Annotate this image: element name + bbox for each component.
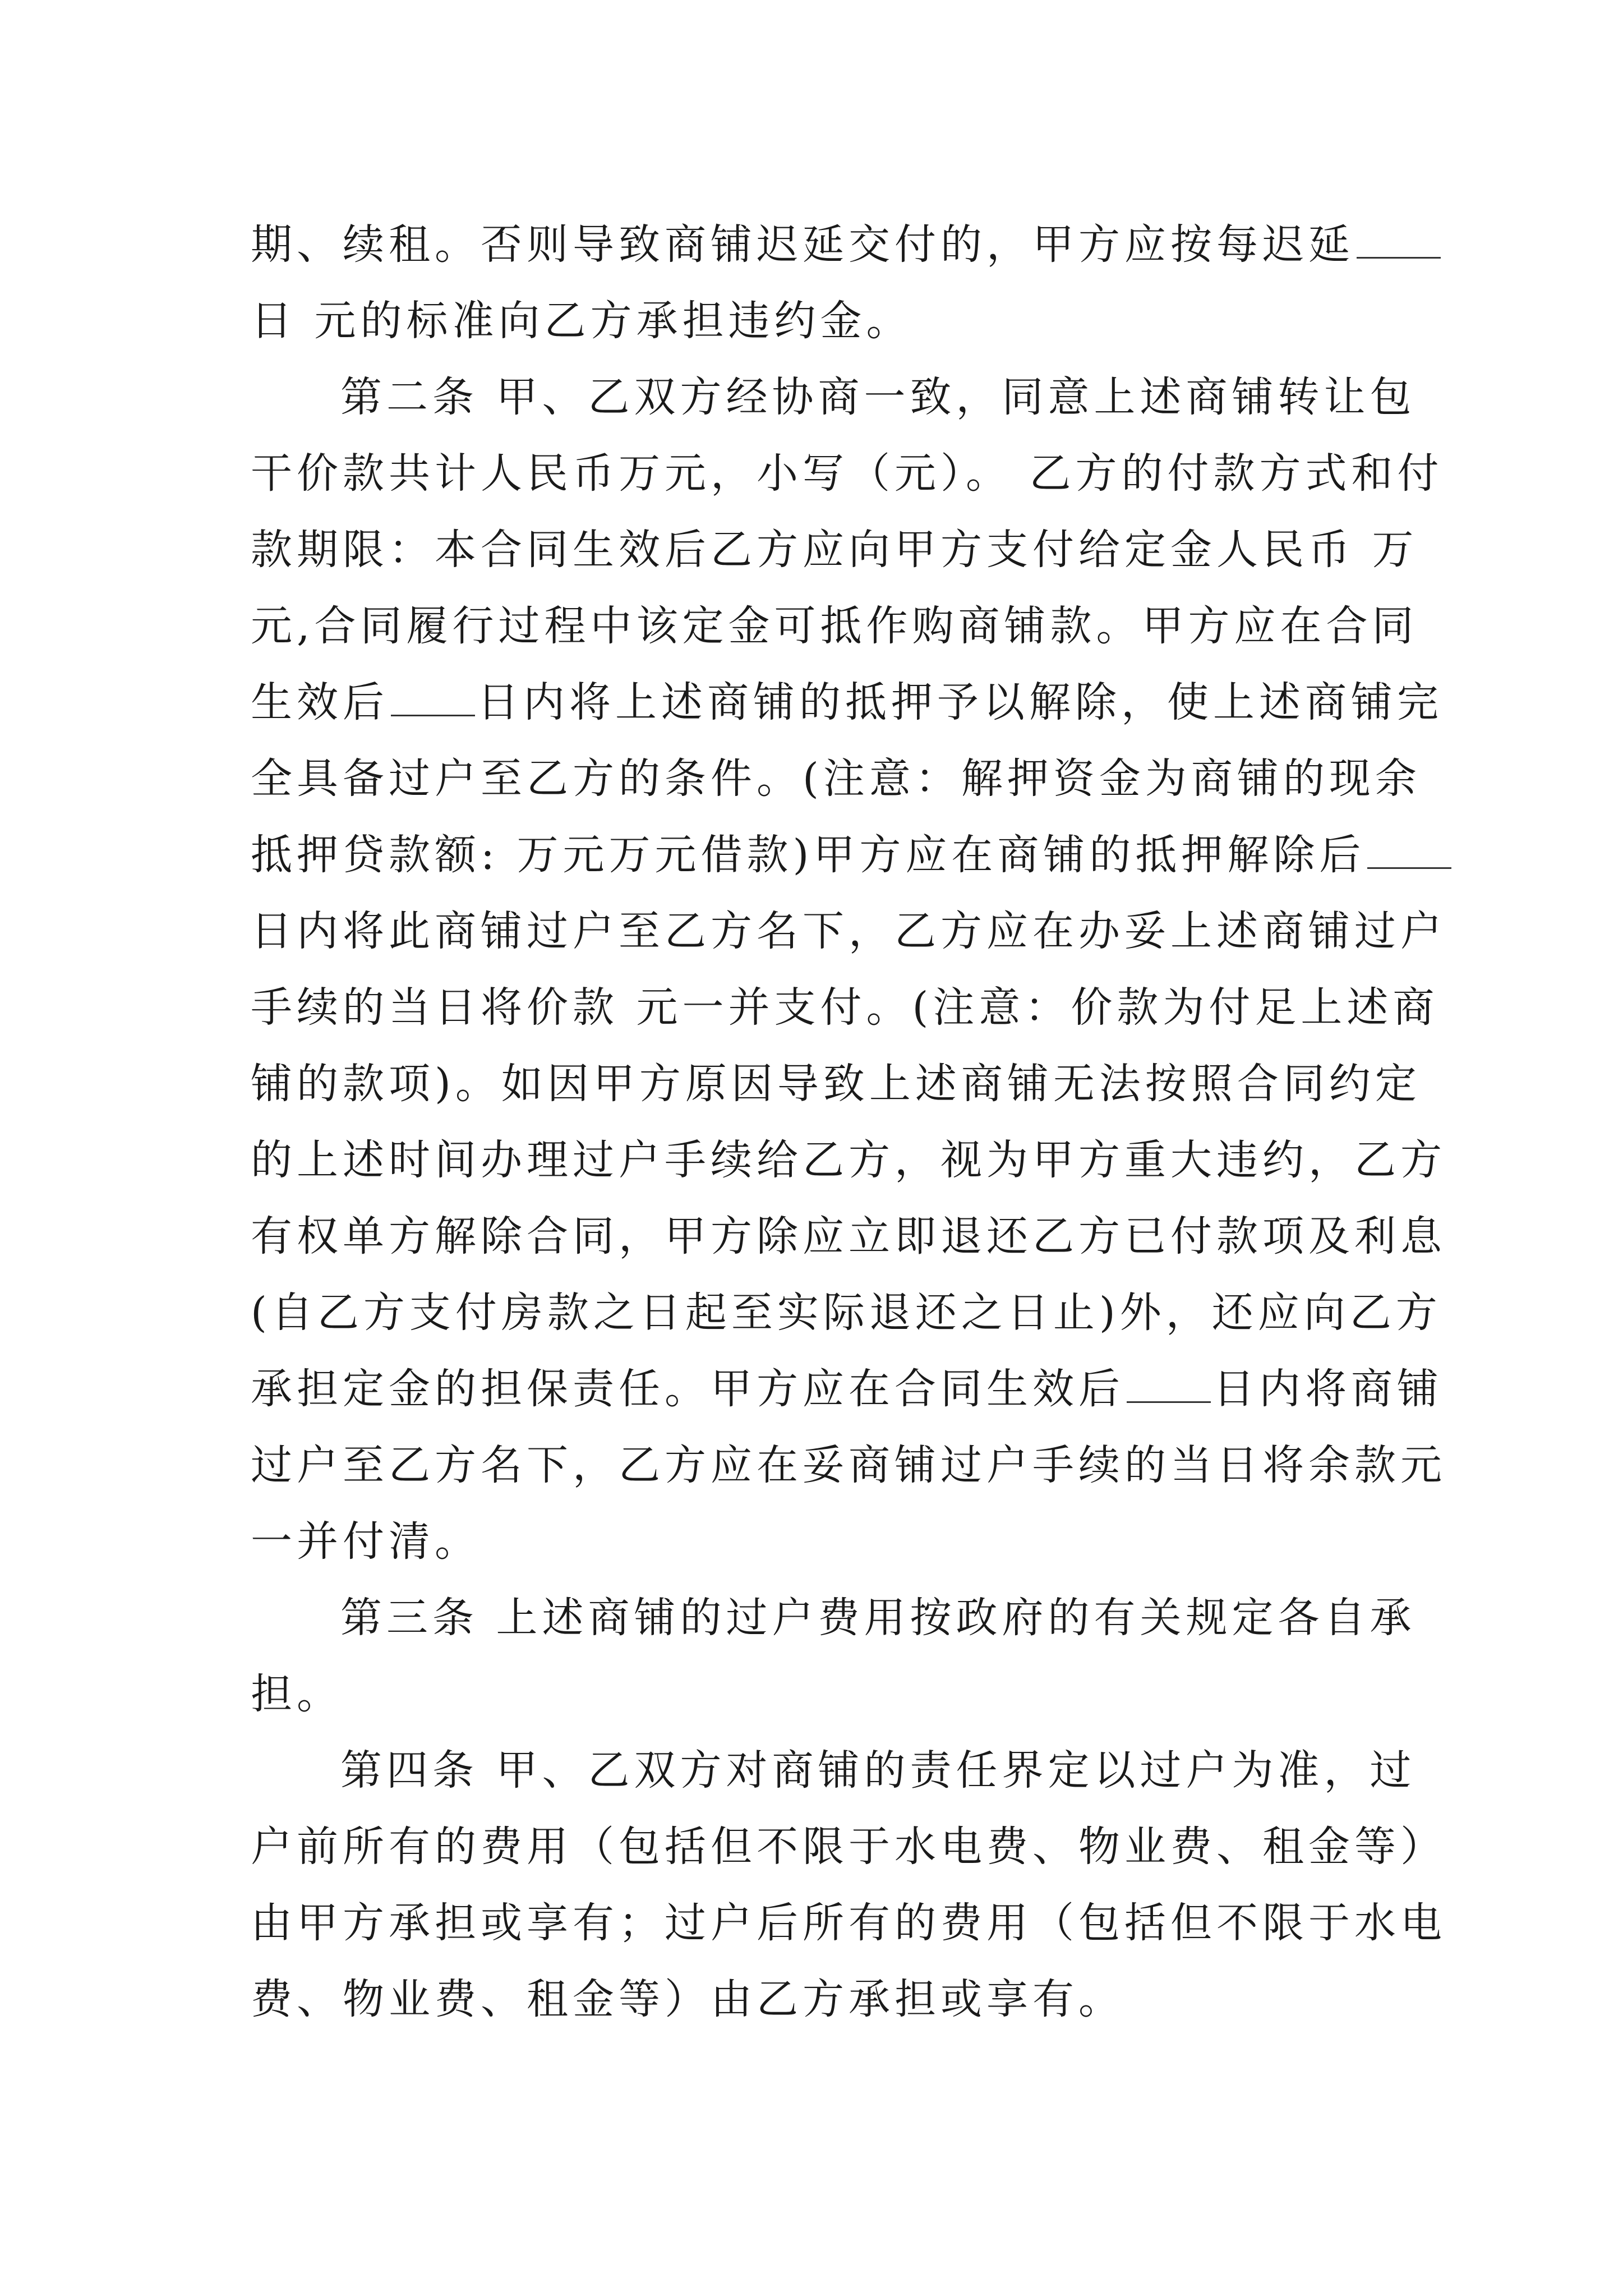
text-run: 费、物业费、租金等）由乙方承担或享有。 — [251, 1975, 1124, 2023]
text-line — [251, 1732, 1416, 1809]
text-run: 日 元的标准向乙方承担违约金。 — [251, 297, 912, 345]
text-line — [251, 740, 1421, 817]
text-line — [251, 1961, 1378, 2037]
text-run: 过户至乙方名下，乙方应在妥商铺过户手续的当日将余款元 — [251, 1441, 1446, 1489]
fill-in-blank — [1357, 256, 1441, 259]
text-run: 日内将此商铺过户至乙方名下，乙方应在办妥上述商铺过户 — [251, 907, 1446, 955]
text-run: 日内将商铺 — [1213, 1365, 1443, 1413]
text-run: 日内将上述商铺的抵押予以解除，使上述商铺完 — [477, 678, 1443, 726]
fill-in-blank — [1367, 867, 1451, 869]
text-line — [251, 969, 1439, 1046]
text-run: 承担定金的担保责任。甲方应在合同生效后 — [251, 1365, 1124, 1413]
text-run: 的上述时间办理过户手续给乙方，视为甲方重大违约，乙方 — [251, 1136, 1446, 1184]
text-line — [251, 893, 1446, 969]
text-run: 元,合同履行过程中该定金可抵作购商铺款。甲方应在合同 — [251, 602, 1418, 650]
text-run: 手续的当日将价款 元一并支付。(注意：价款为付足上述商 — [251, 983, 1439, 1032]
text-run: 一并付清。 — [251, 1517, 481, 1566]
fill-in-blank — [1127, 1401, 1211, 1403]
text-line — [251, 1427, 1446, 1503]
text-line — [251, 817, 1378, 893]
text-run: 款期限：本合同生效后乙方应向甲方支付给定金人民币 万 — [251, 526, 1418, 574]
text-run: 担。 — [251, 1670, 343, 1718]
text-line — [251, 664, 1443, 740]
text-run: 期、续租。否则导致商铺迟延交付的，甲方应按每迟延 — [251, 220, 1354, 269]
text-line — [251, 283, 1378, 359]
text-line — [251, 1198, 1446, 1274]
text-line — [251, 1656, 1378, 1732]
text-run: 第三条 上述商铺的过户费用按政府的有关规定各自承 — [340, 1594, 1416, 1642]
text-line — [251, 1580, 1416, 1656]
text-line — [251, 1274, 1442, 1351]
text-run: 有权单方解除合同，甲方除应立即退还乙方已付款项及利息 — [251, 1212, 1446, 1260]
text-line — [251, 1809, 1446, 1885]
text-run: 户前所有的费用（包括但不限于水电费、物业费、租金等） — [251, 1823, 1446, 1871]
text-run: 抵押贷款额: 万元万元借款)甲方应在商铺的抵押解除后 — [251, 831, 1366, 879]
text-run: (自乙方支付房款之日起至实际退还之日止)外，还应向乙方 — [251, 1289, 1442, 1337]
text-run: 铺的款项)。如因甲方原因导致上述商铺无法按照合同约定 — [251, 1060, 1421, 1108]
text-line — [251, 435, 1444, 512]
text-run: 由甲方承担或享有；过户后所有的费用（包括但不限于水电 — [251, 1899, 1446, 1947]
text-line — [251, 1046, 1421, 1122]
text-line — [251, 1351, 1443, 1427]
text-line — [251, 206, 1378, 283]
document-body — [251, 206, 1446, 2037]
text-line — [251, 1503, 1378, 1580]
text-line — [251, 359, 1416, 435]
text-run: 第四条 甲、乙双方对商铺的责任界定以过户为准，过 — [340, 1746, 1416, 1795]
text-line — [251, 1122, 1446, 1198]
text-run: 全具备过户至乙方的条件。(注意：解押资金为商铺的现余 — [251, 754, 1421, 803]
text-run: 生效后 — [251, 678, 389, 726]
text-line — [251, 512, 1418, 588]
text-run: 干价款共计人民币万元，小写（元）。 乙方的付款方式和付 — [251, 449, 1444, 498]
fill-in-blank — [391, 714, 475, 716]
text-line — [251, 1885, 1446, 1961]
text-line — [251, 588, 1418, 664]
text-run: 第二条 甲、乙双方经协商一致，同意上述商铺转让包 — [340, 373, 1416, 421]
